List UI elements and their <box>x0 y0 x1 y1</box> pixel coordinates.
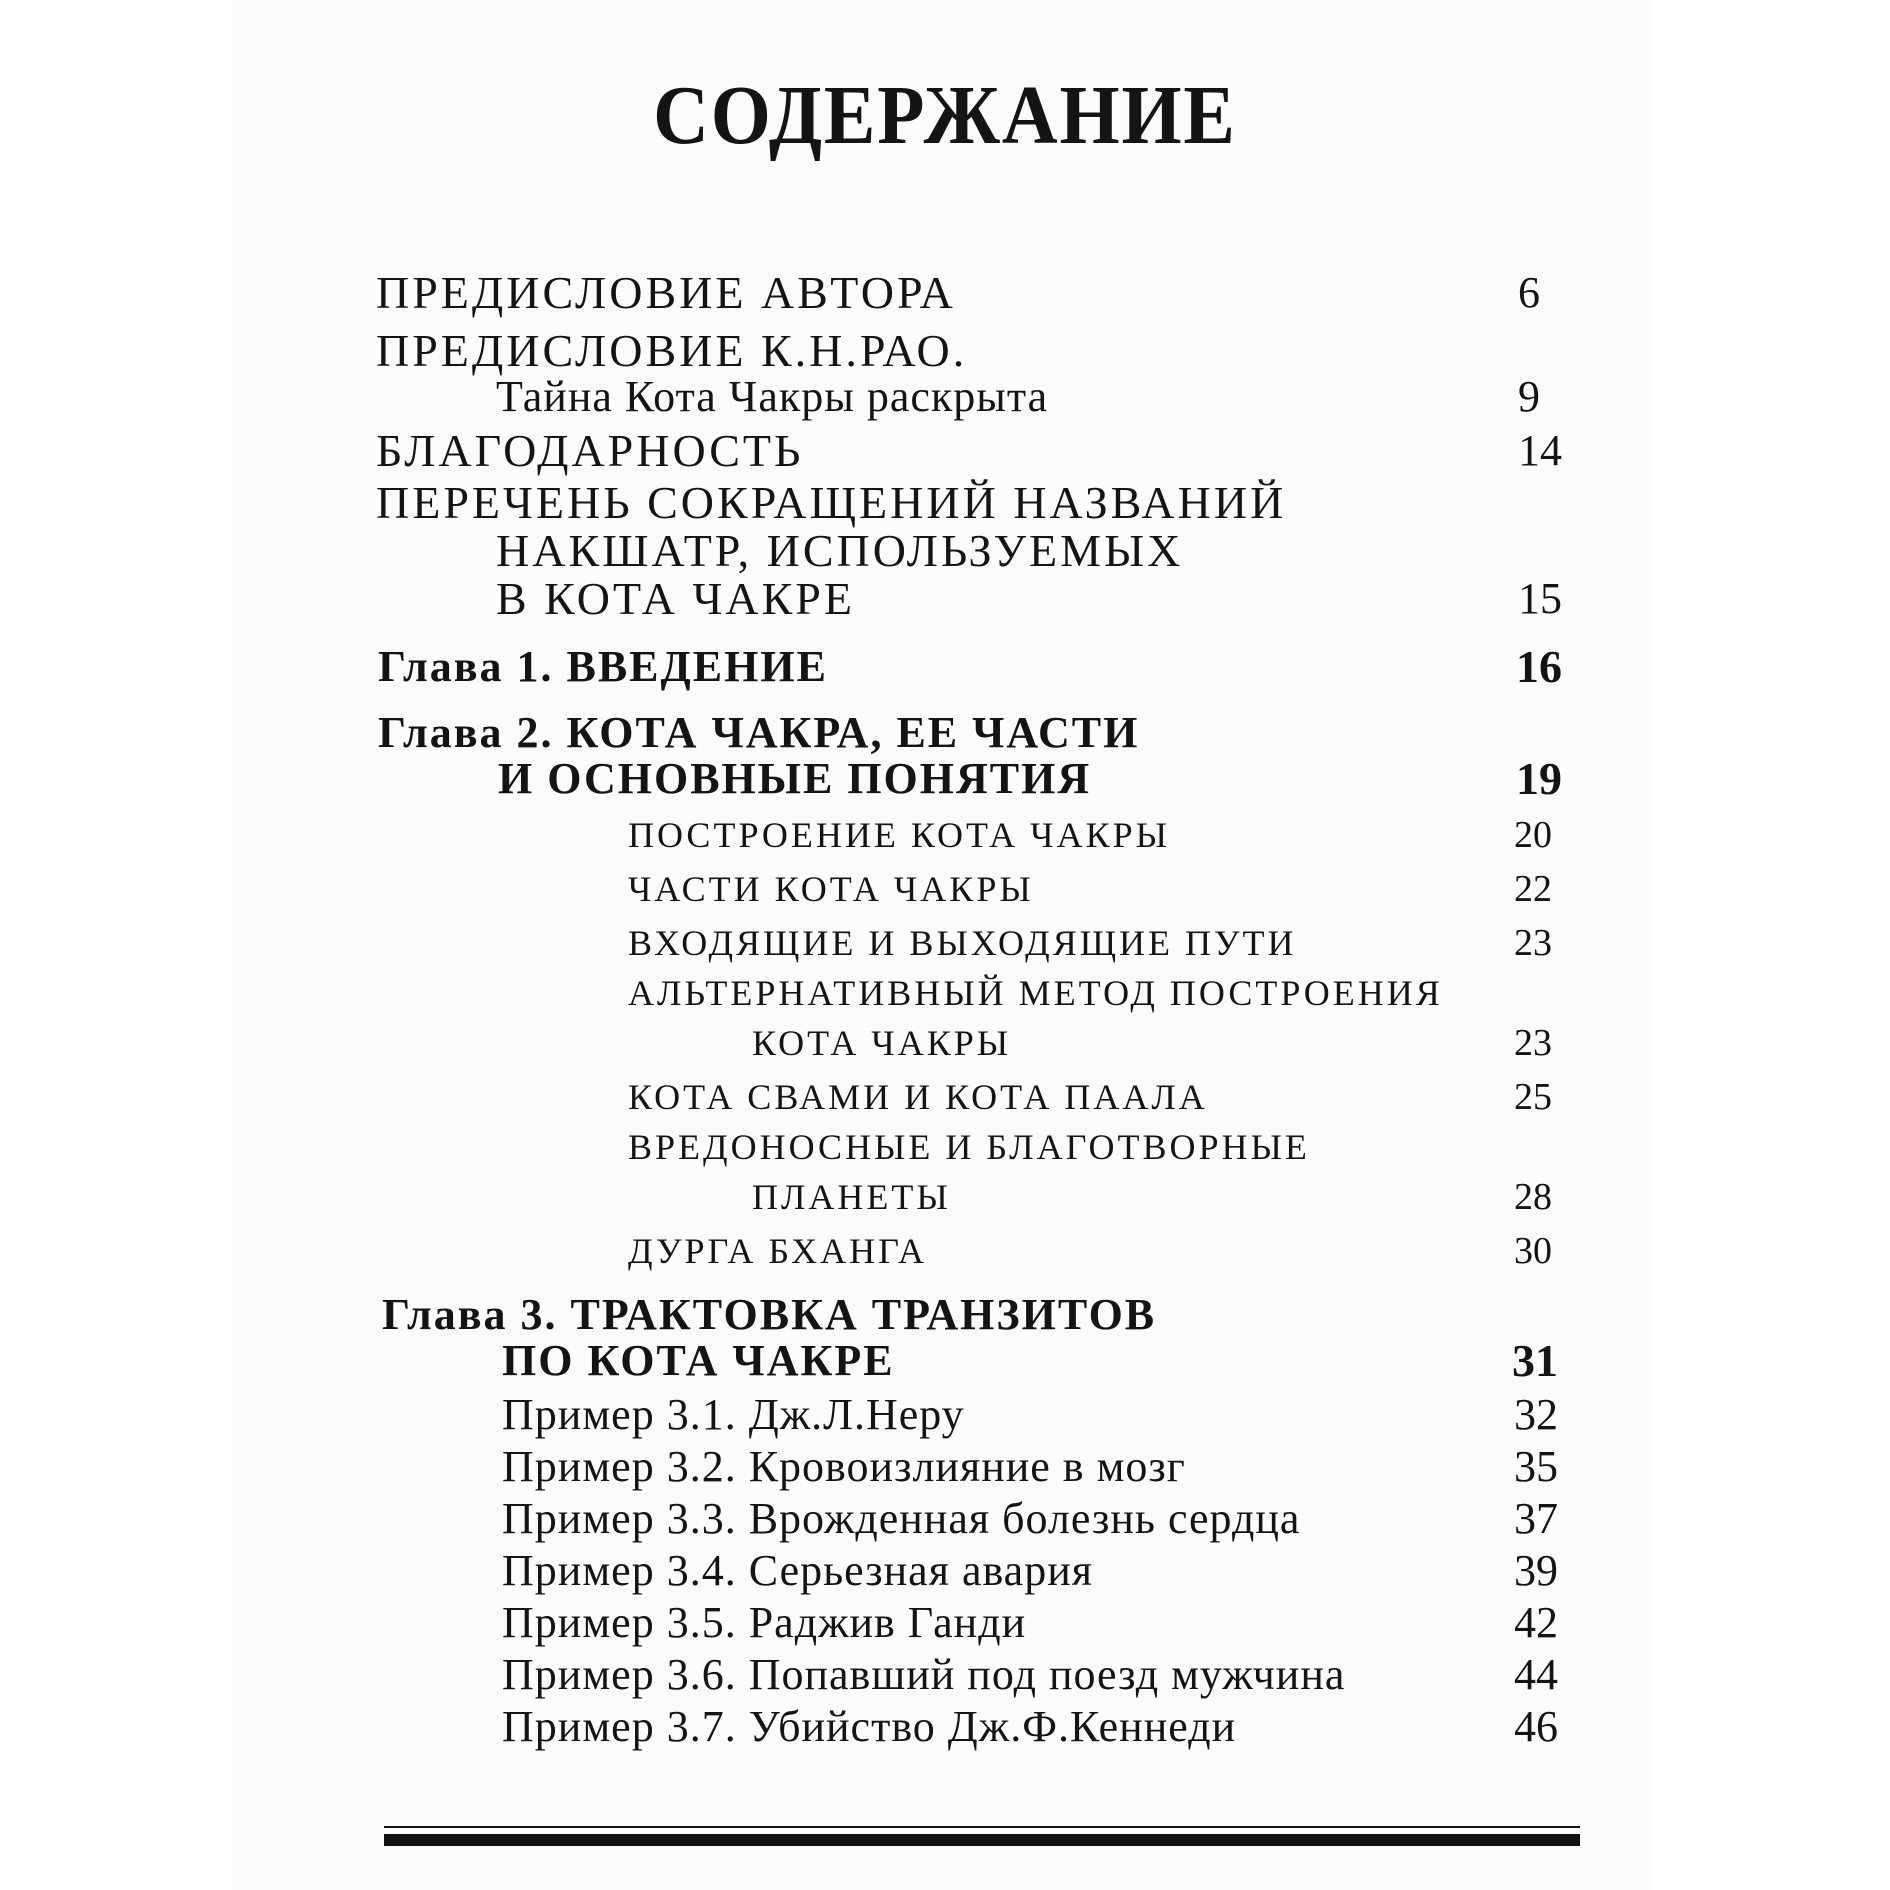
toc-entry-label: ПОСТРОЕНИЕ КОТА ЧАКРЫ <box>628 815 1171 855</box>
toc-entry-page: 42 <box>1514 1598 1558 1647</box>
toc-entry-label: В КОТА ЧАКРЕ <box>496 573 855 624</box>
toc-entry <box>0 572 1890 626</box>
toc-entry <box>0 424 1890 478</box>
toc-entry <box>0 916 1890 970</box>
toc-entry <box>0 1224 1890 1278</box>
toc-entry <box>0 1070 1890 1124</box>
toc-entry <box>0 640 1890 694</box>
footer-rule-thin <box>384 1826 1580 1828</box>
toc-entry-page: 14 <box>1518 426 1562 475</box>
toc-entry <box>0 1334 1890 1388</box>
toc-entry-label: ЧАСТИ КОТА ЧАКРЫ <box>628 869 1034 909</box>
toc-entry <box>0 1544 1890 1598</box>
toc-entry <box>0 1170 1890 1224</box>
toc-entry-page: 44 <box>1514 1650 1558 1699</box>
toc-entry-page: 23 <box>1514 1022 1552 1064</box>
toc-entry-label: НАКШАТР, ИСПОЛЬЗУЕМЫХ <box>496 525 1184 576</box>
toc-entry-label: Глава 2. КОТА ЧАКРА, ЕЕ ЧАСТИ <box>378 708 1140 757</box>
toc-entry-label: И ОСНОВНЫЕ ПОНЯТИЯ <box>498 754 1092 803</box>
toc-entry-page: 22 <box>1514 868 1552 910</box>
toc-entry-page: 46 <box>1514 1702 1558 1751</box>
toc-entry <box>0 476 1890 530</box>
toc-entry-label: ПЕРЕЧЕНЬ СОКРАЩЕНИЙ НАЗВАНИЙ <box>376 477 1287 528</box>
toc-entry-label: ПЛАНЕТЫ <box>752 1177 951 1217</box>
toc-entry-label: ПО КОТА ЧАКРЕ <box>502 1336 895 1385</box>
toc-entry-page: 19 <box>1516 753 1562 804</box>
toc-entry-label: Пример 3.1. Дж.Л.Неру <box>502 1390 965 1439</box>
toc-entry-label: АЛЬТЕРНАТИВНЫЙ МЕТОД ПОСТРОЕНИЯ <box>628 973 1443 1013</box>
toc-entry-label: КОТА СВАМИ И КОТА ПААЛА <box>628 1077 1208 1117</box>
toc-entry-page: 31 <box>1512 1335 1558 1386</box>
toc-entry-label: Пример 3.5. Раджив Ганди <box>502 1598 1027 1647</box>
toc-entry <box>0 1648 1890 1702</box>
toc-entry <box>0 1120 1890 1174</box>
toc-entry <box>0 1016 1890 1070</box>
toc-entry <box>0 1596 1890 1650</box>
toc-entry-label: КОТА ЧАКРЫ <box>752 1023 1012 1063</box>
toc-entry-page: 16 <box>1516 641 1562 692</box>
toc-entry <box>0 752 1890 806</box>
toc-entry <box>0 966 1890 1020</box>
toc-entry-page: 30 <box>1514 1230 1552 1272</box>
toc-entry-label: ПРЕДИСЛОВИЕ К.Н.РАО. <box>376 325 968 376</box>
toc-entry-label: ПРЕДИСЛОВИЕ АВТОРА <box>376 267 956 318</box>
toc-entry-page: 39 <box>1514 1546 1558 1595</box>
toc-entry-label: Пример 3.4. Серьезная авария <box>502 1546 1093 1595</box>
toc-entry-label: Пример 3.3. Врожденная болезнь сердца <box>502 1494 1301 1543</box>
toc-entry-page: 28 <box>1514 1176 1552 1218</box>
toc-entry <box>0 524 1890 578</box>
toc-entry-label: ВРЕДОНОСНЫЕ И БЛАГОТВОРНЫЕ <box>628 1127 1310 1167</box>
toc-entry-label: БЛАГОДАРНОСТЬ <box>376 425 804 476</box>
toc-entry <box>0 1388 1890 1442</box>
toc-entry-label: ДУРГА БХАНГА <box>628 1231 928 1271</box>
toc-entry-label: Пример 3.7. Убийство Дж.Ф.Кеннеди <box>502 1702 1237 1751</box>
toc-entry-page: 15 <box>1518 574 1562 623</box>
toc-entry <box>0 1700 1890 1754</box>
toc-entry <box>0 1440 1890 1494</box>
toc-entry-page: 35 <box>1514 1442 1558 1491</box>
toc-entry-label: Пример 3.2. Кровоизлияние в мозг <box>502 1442 1186 1491</box>
toc-entry-label: Глава 3. ТРАКТОВКА ТРАНЗИТОВ <box>382 1290 1157 1339</box>
toc-entry-page: 32 <box>1514 1390 1558 1439</box>
toc-entry-page: 20 <box>1514 814 1552 856</box>
toc-entry <box>0 266 1890 320</box>
toc-entry-label: Пример 3.6. Попавший под поезд мужчина <box>502 1650 1346 1699</box>
toc-entry-label: Тайна Кота Чакры раскрыта <box>496 372 1049 421</box>
toc-entry <box>0 862 1890 916</box>
toc-entry-label: ВХОДЯЩИЕ И ВЫХОДЯЩИЕ ПУТИ <box>628 923 1297 963</box>
footer-rule-thick <box>384 1834 1580 1846</box>
page-title: СОДЕРЖАНИЕ <box>653 69 1237 162</box>
toc-entry-page: 6 <box>1518 268 1540 317</box>
toc-entry <box>0 808 1890 862</box>
toc-entry-page: 25 <box>1514 1076 1552 1118</box>
toc-entry <box>0 1492 1890 1546</box>
toc-entry-label: Глава 1. ВВЕДЕНИЕ <box>378 642 828 691</box>
toc-entry-page: 23 <box>1514 922 1552 964</box>
toc-entry-page: 9 <box>1518 372 1540 421</box>
toc-entry-page: 37 <box>1514 1494 1558 1543</box>
toc-entry <box>0 370 1890 424</box>
